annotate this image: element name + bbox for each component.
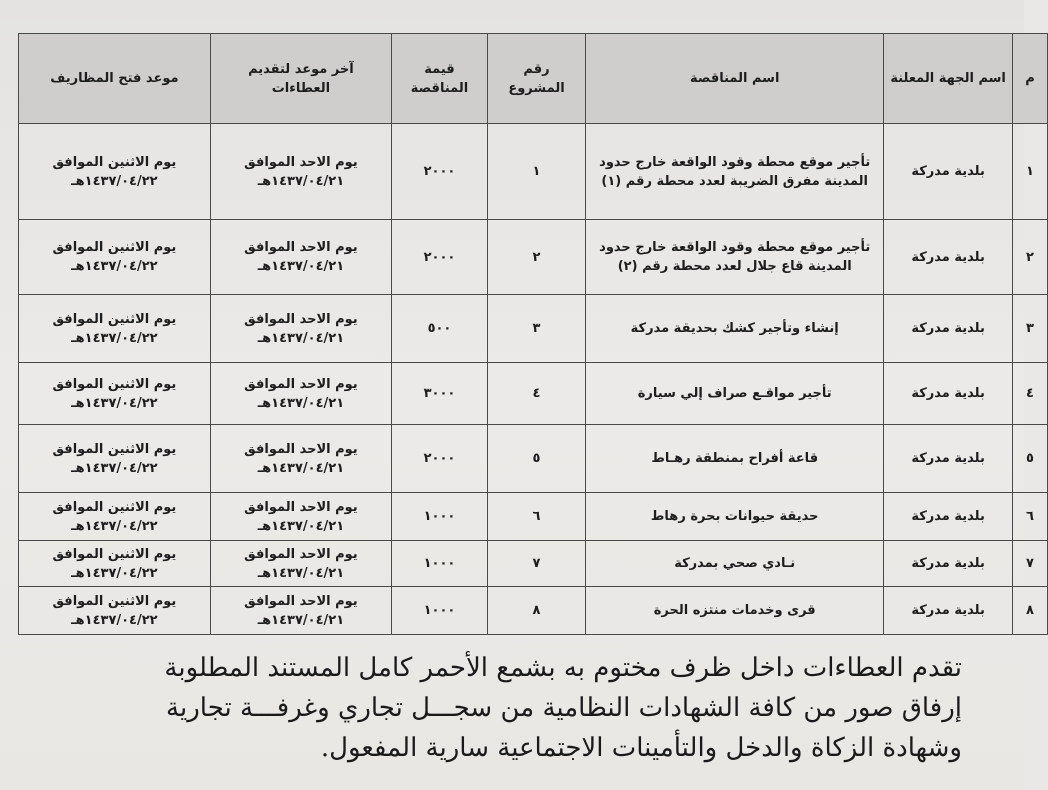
row-project-no: ٤ bbox=[487, 363, 585, 425]
row-project-no: ٥ bbox=[487, 425, 585, 493]
last-date-value: ١٤٣٧/٠٤/٢١هـ bbox=[257, 173, 345, 189]
row-num: ٢ bbox=[1012, 220, 1047, 295]
last-date-value: ١٤٣٧/٠٤/٢١هـ bbox=[257, 259, 345, 274]
row-project-no: ٦ bbox=[487, 493, 585, 541]
last-date-day: يوم الاحد الموافق bbox=[244, 441, 358, 457]
opening-date-day: يوم الاثنين الموافق bbox=[52, 499, 177, 515]
last-date-value: ١٤٣٧/٠٤/٢١هـ bbox=[257, 460, 345, 476]
row-opening-date bbox=[19, 541, 211, 587]
last-date-day: يوم الاحد الموافق bbox=[244, 376, 358, 392]
row-project-no: ١ bbox=[487, 124, 585, 220]
opening-date-value: ١٤٣٧/٠٤/٢٢هـ bbox=[71, 395, 158, 411]
row-value: ٢٠٠٠ bbox=[392, 425, 488, 493]
table-row bbox=[19, 587, 1048, 635]
row-entity: بلدية مدركة bbox=[884, 124, 1013, 220]
row-num: ٨ bbox=[1012, 587, 1047, 635]
submission-note: تقدم العطاءات داخل ظرف مختوم به بشمع الأحمر كامل المستند المطلوبة إرفاق صور من كافة الشهادات النظامية من سجـــل تجاري وغرفـــة تجارية وشهادة الزكاة والدخل والتأمينات الاجتماعية سارية المفعول. bbox=[164, 653, 962, 763]
table-row bbox=[19, 124, 1048, 220]
row-tender-name: تأجير موقع محطة وقود الواقعة خارج حدود المدينة مفرق الضريبة لعدد محطة رقم (١) bbox=[586, 124, 884, 220]
row-opening-date bbox=[19, 363, 211, 425]
row-value: ٢٠٠٠ bbox=[392, 124, 488, 220]
last-date-day: يوم الاحد الموافق bbox=[244, 311, 358, 327]
table-body bbox=[19, 124, 1048, 635]
row-entity: بلدية مدركة bbox=[884, 363, 1013, 425]
row-entity: بلدية مدركة bbox=[884, 295, 1013, 363]
tenders-table bbox=[18, 33, 1048, 635]
row-tender-name: قرى وخدمات منتزه الحرة bbox=[586, 587, 884, 635]
row-opening-date bbox=[19, 295, 211, 363]
opening-date-day: يوم الاثنين الموافق bbox=[52, 546, 177, 562]
last-date-day: يوم الاحد الموافق bbox=[244, 154, 358, 170]
opening-date-day: يوم الاثنين الموافق bbox=[52, 311, 177, 327]
row-num: ٥ bbox=[1012, 425, 1047, 493]
row-last-date bbox=[210, 493, 391, 541]
row-tender-name: نـادي صحي بمدركة bbox=[586, 541, 884, 587]
row-last-date bbox=[210, 220, 391, 295]
last-date-day: يوم الاحد الموافق bbox=[244, 499, 358, 515]
row-tender-name: إنشاء وتأجير كشك بحديقة مدركة bbox=[586, 295, 884, 363]
row-project-no: ٣ bbox=[487, 295, 585, 363]
row-tender-name: حديقة حيوانات بحرة رهاط bbox=[586, 493, 884, 541]
row-opening-date bbox=[19, 587, 211, 635]
table-row bbox=[19, 425, 1048, 493]
header-entity: اسم الجهة المعلنة bbox=[884, 34, 1013, 124]
row-entity: بلدية مدركة bbox=[884, 587, 1013, 635]
row-value: ٣٠٠٠ bbox=[392, 363, 488, 425]
row-project-no: ٧ bbox=[487, 541, 585, 587]
header-num: م bbox=[1012, 34, 1047, 124]
table-row bbox=[19, 295, 1048, 363]
row-value: ١٠٠٠ bbox=[392, 541, 488, 587]
row-num: ٣ bbox=[1012, 295, 1047, 363]
opening-date-day: يوم الاثنين الموافق bbox=[52, 154, 177, 170]
row-entity: بلدية مدركة bbox=[884, 541, 1013, 587]
row-last-date bbox=[210, 425, 391, 493]
row-value: ٥٠٠ bbox=[392, 295, 488, 363]
row-entity: بلدية مدركة bbox=[884, 425, 1013, 493]
row-entity: بلدية مدركة bbox=[884, 493, 1013, 541]
opening-date-value: ١٤٣٧/٠٤/٢٢هـ bbox=[71, 612, 158, 628]
opening-date-day: يوم الاثنين الموافق bbox=[52, 593, 177, 609]
row-tender-name: تأجير مواقـع صراف إلي سيارة bbox=[586, 363, 884, 425]
row-value: ١٠٠٠ bbox=[392, 493, 488, 541]
opening-date-value: ١٤٣٧/٠٤/٢٢هـ bbox=[71, 173, 158, 189]
opening-date-value: ١٤٣٧/٠٤/٢٢هـ bbox=[71, 565, 158, 581]
row-num: ٤ bbox=[1012, 363, 1047, 425]
row-last-date bbox=[210, 124, 391, 220]
opening-date-value: ١٤٣٧/٠٤/٢٢هـ bbox=[71, 259, 158, 274]
header-tender-name: اسم المناقصة bbox=[586, 34, 884, 124]
row-num: ١ bbox=[1012, 124, 1047, 220]
row-value: ١٠٠٠ bbox=[392, 587, 488, 635]
header-row bbox=[19, 34, 1048, 124]
last-date-day: يوم الاحد الموافق bbox=[244, 593, 358, 609]
last-date-value: ١٤٣٧/٠٤/٢١هـ bbox=[257, 395, 345, 411]
row-last-date bbox=[210, 587, 391, 635]
last-date-value: ١٤٣٧/٠٤/٢١هـ bbox=[257, 330, 345, 346]
opening-date-day: يوم الاثنين الموافق bbox=[52, 376, 177, 392]
table-row bbox=[19, 220, 1048, 295]
row-project-no: ٢ bbox=[487, 220, 585, 295]
table-row bbox=[19, 363, 1048, 425]
row-project-no: ٨ bbox=[487, 587, 585, 635]
opening-date-day: يوم الاثنين الموافق bbox=[52, 240, 177, 255]
table-row bbox=[19, 493, 1048, 541]
row-last-date bbox=[210, 363, 391, 425]
last-date-day: يوم الاحد الموافق bbox=[244, 240, 358, 255]
row-num: ٧ bbox=[1012, 541, 1047, 587]
row-tender-name: قاعة أفراح بمنطقة رهـاط bbox=[586, 425, 884, 493]
row-tender-name: تأجير موقع محطة وقود الواقعة خارج حدود المدينة قاع جلال لعدد محطة رقم (٢) bbox=[586, 220, 884, 295]
opening-date-value: ١٤٣٧/٠٤/٢٢هـ bbox=[71, 460, 158, 476]
table-header bbox=[19, 34, 1048, 124]
row-value: ٢٠٠٠ bbox=[392, 220, 488, 295]
row-opening-date bbox=[19, 493, 211, 541]
row-num: ٦ bbox=[1012, 493, 1047, 541]
last-date-value: ١٤٣٧/٠٤/٢١هـ bbox=[257, 565, 345, 581]
row-last-date bbox=[210, 295, 391, 363]
row-last-date bbox=[210, 541, 391, 587]
opening-date-value: ١٤٣٧/٠٤/٢٢هـ bbox=[71, 518, 158, 534]
last-date-value: ١٤٣٧/٠٤/٢١هـ bbox=[257, 518, 345, 534]
table-row bbox=[19, 541, 1048, 587]
row-opening-date bbox=[19, 425, 211, 493]
opening-date-day: يوم الاثنين الموافق bbox=[52, 441, 177, 457]
header-last-date: آخر موعد لتقديم العطاءات bbox=[210, 34, 391, 124]
header-project-no: رقم المشروع bbox=[487, 34, 585, 124]
last-date-value: ١٤٣٧/٠٤/٢١هـ bbox=[257, 612, 345, 628]
opening-date-value: ١٤٣٧/٠٤/٢٢هـ bbox=[71, 330, 158, 346]
last-date-day: يوم الاحد الموافق bbox=[244, 546, 358, 562]
row-opening-date bbox=[19, 124, 211, 220]
header-value: قيمة المناقصة bbox=[392, 34, 488, 124]
row-entity: بلدية مدركة bbox=[884, 220, 1013, 295]
header-opening-date: موعد فتح المظاريف bbox=[19, 34, 211, 124]
row-opening-date bbox=[19, 220, 211, 295]
